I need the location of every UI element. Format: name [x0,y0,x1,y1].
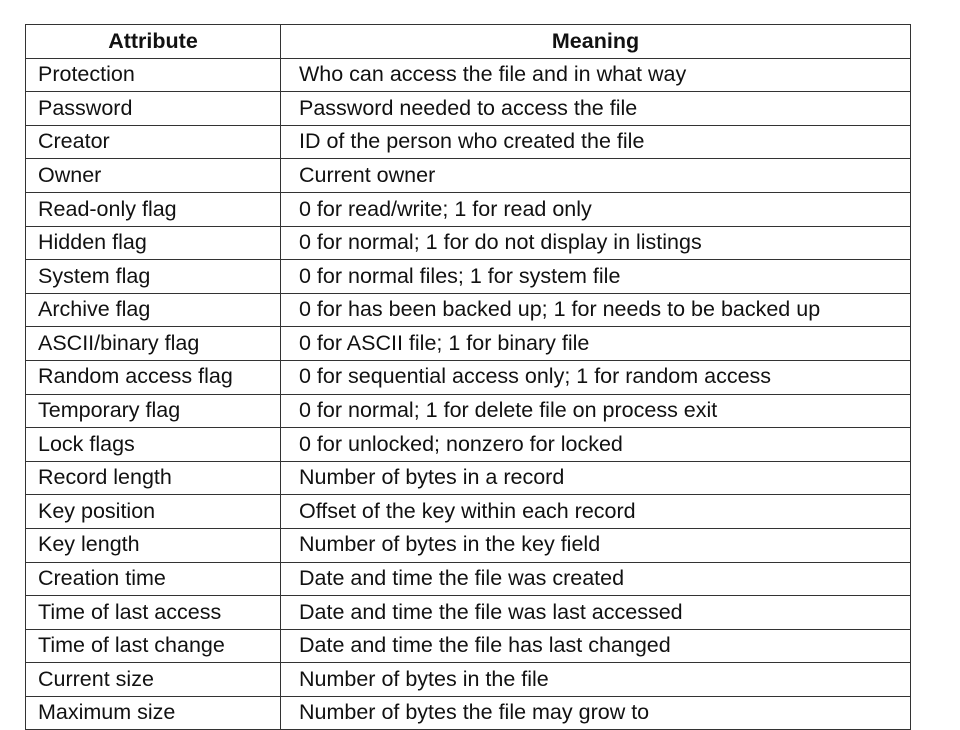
meaning-cell: Offset of the key within each record [281,495,911,529]
table-row [26,226,911,260]
meaning-cell: ID of the person who created the file [281,125,911,159]
table-row [26,596,911,630]
attribute-cell: Protection [26,58,281,92]
table-row [26,562,911,596]
meaning-cell: 0 for read/write; 1 for read only [281,192,911,226]
attribute-cell: Read-only flag [26,192,281,226]
table-row [26,293,911,327]
meaning-cell: 0 for unlocked; nonzero for locked [281,428,911,462]
attribute-cell: Archive flag [26,293,281,327]
header-attribute: Attribute [26,25,281,59]
table-row [26,528,911,562]
meaning-cell: 0 for normal; 1 for delete file on process exit [281,394,911,428]
meaning-cell: Number of bytes in the file [281,663,911,697]
table-row [26,159,911,193]
meaning-cell: 0 for sequential access only; 1 for random access [281,360,911,394]
meaning-cell: 0 for normal files; 1 for system file [281,260,911,294]
attribute-cell: Key length [26,528,281,562]
table-row [26,629,911,663]
meaning-cell: Date and time the file was last accessed [281,596,911,630]
attribute-cell: Time of last change [26,629,281,663]
table-body [26,58,911,730]
attribute-cell: Creation time [26,562,281,596]
meaning-cell: Who can access the file and in what way [281,58,911,92]
file-attributes-table [25,24,911,730]
meaning-cell: Number of bytes in the key field [281,528,911,562]
attribute-cell: Temporary flag [26,394,281,428]
table-row [26,394,911,428]
table-row [26,192,911,226]
table-row [26,461,911,495]
attribute-cell: Maximum size [26,696,281,730]
attribute-cell: Time of last access [26,596,281,630]
meaning-cell: Password needed to access the file [281,92,911,126]
attribute-cell: Password [26,92,281,126]
table-row [26,58,911,92]
attribute-cell: Random access flag [26,360,281,394]
attribute-cell: System flag [26,260,281,294]
meaning-cell: Number of bytes in a record [281,461,911,495]
attribute-cell: Creator [26,125,281,159]
meaning-cell: Date and time the file was created [281,562,911,596]
table-row [26,495,911,529]
table-row [26,327,911,361]
attribute-cell: Hidden flag [26,226,281,260]
meaning-cell: 0 for has been backed up; 1 for needs to be backed up [281,293,911,327]
meaning-cell: Current owner [281,159,911,193]
meaning-cell: Date and time the file has last changed [281,629,911,663]
table-row [26,360,911,394]
header-meaning: Meaning [281,25,911,59]
table-row [26,260,911,294]
meaning-cell: Number of bytes the file may grow to [281,696,911,730]
header-row [26,25,911,59]
table-row [26,696,911,730]
table-row [26,92,911,126]
meaning-cell: 0 for normal; 1 for do not display in listings [281,226,911,260]
meaning-cell: 0 for ASCII file; 1 for binary file [281,327,911,361]
attribute-cell: Current size [26,663,281,697]
attribute-cell: Lock flags [26,428,281,462]
table-header [26,25,911,59]
table-row [26,663,911,697]
attribute-cell: Record length [26,461,281,495]
attribute-cell: ASCII/binary flag [26,327,281,361]
table-row [26,125,911,159]
attribute-cell: Key position [26,495,281,529]
table-row [26,428,911,462]
attribute-cell: Owner [26,159,281,193]
